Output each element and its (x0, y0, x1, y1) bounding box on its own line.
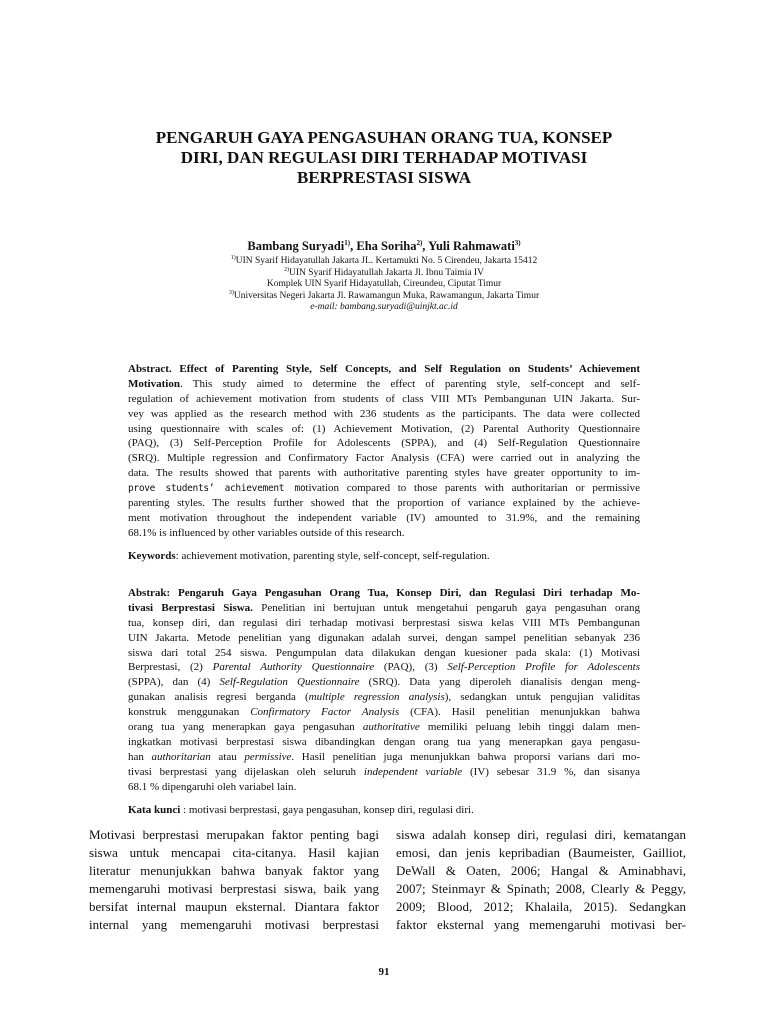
author-affil-mark: 2) (416, 239, 423, 247)
abstract-line: (SRQ). Multiple regression and Confirmatory Factor Analysis (CFA) were carried out in analyzing the (128, 452, 640, 465)
abstract-line (128, 601, 640, 616)
abstract-line: using questionnaire with scales of: (1) Achievement Motivation, (2) Parental Authority Questionnaire (128, 422, 640, 435)
affil-mark: 3) (228, 289, 234, 296)
abstract-italic: multiple regression analysis (308, 691, 445, 704)
abstract-line: regulation of achievement motivation from students of class VIII MTs Pembangunan UIN Jakarta. Sur- (128, 392, 640, 405)
abstract-line: Abstract. Effect of Parenting Style, Self Concepts, and Self Regulation on Students’ Achievement (128, 363, 640, 375)
page-number: 91 (378, 966, 390, 978)
abstract-italic: independent variable (363, 765, 463, 778)
abstract-text: (SRQ). Data yang diperoleh dianalisis dengan meng- (359, 676, 640, 689)
abstract-italic: Self-Perception Profile for Adolescents (447, 661, 640, 674)
affiliation-line (0, 256, 768, 268)
body-line: 2009; Blood, 2012; Khalaila, 2015). Sedangkan (396, 899, 686, 914)
body-line: memengaruhi motivasi berprestasi siswa, baik yang (89, 881, 379, 896)
email-line (0, 302, 768, 314)
abstract-english (128, 362, 640, 541)
abstract-italic: Parental Authority Questionnaire (212, 661, 375, 674)
abstract-text: (SPPA), dan (4) (128, 676, 220, 689)
body-line: bersifat internal maupun eksternal. Diantara faktor (89, 899, 379, 914)
body-column-right (396, 826, 686, 934)
affil-text: Universitas Negeri Jakarta Jl. Rawamangun Muka, Rawamangun, Jakarta Timur (233, 290, 540, 301)
abstract-text: atau (210, 750, 245, 763)
body-line: 2007; Steinmayr & Spinath; 2008, Clearly & Peggy, (396, 881, 686, 896)
kata-kunci-text: : motivasi berprestasi, gaya pengasuhan, konsep diri, regulasi diri. (180, 804, 474, 816)
abstract-text: . Hasil penelitian juga menunjukkan bahwa proporsi varians dari mo- (291, 750, 640, 763)
author-name: , Eha Soriha (350, 239, 417, 253)
kata-kunci (128, 803, 640, 818)
abstract-indonesian (128, 586, 640, 794)
body-line: siswa adalah konsep diri, regulasi diri, kematangan (396, 827, 686, 842)
author-affil-mark: 3) (514, 239, 521, 247)
abstract-text: tivasi berprestasi yang dijelaskan oleh seluruh (128, 765, 364, 778)
abstract-line: 68.1% is influenced by other variables outside of this research. (128, 526, 405, 539)
abstract-italic: permissive (244, 750, 292, 763)
abstract-text: orang tua yang menerapkan gaya pengasuhan (128, 721, 363, 734)
email-label: e-mail (310, 302, 335, 312)
abstract-italic: authoritarian (151, 750, 211, 763)
body-line: literatur menunjukkan bahwa banyak faktor yang (89, 863, 379, 878)
keywords-text: : achievement motivation, parenting style, self-concept, self-regulation. (175, 550, 490, 562)
abstract-text: gunakan analisis regresi berganda ( (128, 691, 309, 704)
abstract-line (128, 660, 640, 675)
title-line: PENGARUH GAYA PENGASUHAN ORANG TUA, KONSEP (155, 128, 613, 147)
abstract-line: vey was applied as the research method with 236 students as the participants. The data were collected (128, 407, 640, 420)
body-line: DeWall & Oaten, 2006; Hangal & Aminabhavi, (396, 863, 686, 878)
author-name: , Yuli Rahmawati (422, 239, 515, 253)
abstract-text: han (128, 750, 152, 763)
abstract-line (128, 377, 640, 392)
abstract-bold: Motivation (128, 377, 180, 390)
abstract-text: tivation compared to those parents with authoritarian or permissive (305, 482, 640, 495)
body-line: faktor eksternal yang memengaruhi motivasi ber- (396, 917, 686, 932)
author-list (0, 238, 768, 254)
body-line: internal yang memengaruhi motivasi berprestasi (89, 917, 379, 932)
title-line: DIRI, DAN REGULASI DIRI TERHADAP MOTIVASI (180, 148, 588, 167)
abstract-line: ingkatkan motivasi berprestasi siswa dibandingkan dengan orang tua yang menerapkan gaya pengasu- (128, 735, 640, 748)
abstract-line: tua, konsep diri, dan regulasi diri terhadap motivasi berprestasi siswa kelas VIII MTs Pembangunan (128, 616, 640, 629)
title-line: BERPRESTASI SISWA (296, 168, 471, 187)
abstract-italic: Confirmatory Factor Analysis (250, 706, 400, 719)
affiliations (0, 256, 768, 314)
kata-kunci-label: Kata kunci (128, 804, 181, 816)
abstract-text: (IV) sebesar 31.9 %, dan sisanya (462, 765, 641, 778)
body-line: siswa untuk mencapai cita-citanya. Hasil kajian (89, 845, 379, 860)
affil-mark: 1) (230, 255, 236, 261)
abstract-line (128, 750, 640, 765)
affiliation-line: Komplek UIN Syarif Hidayatullah, Cireundeu, Ciputat Timur (266, 279, 502, 289)
author-affil-mark: 1) (344, 239, 351, 247)
abstract-line: UIN Jakarta. Metode penelitian yang digunakan adalah survei, dengan sampel penelitian sebanyak 236 (128, 631, 640, 644)
abstract-text: Penelitian ini bertujuan untuk mengetahui pengaruh gaya pengasuhan orang (252, 601, 640, 614)
article-title (100, 128, 668, 188)
abstract-text: konstruk menggunakan (128, 706, 251, 719)
keywords-line (128, 549, 640, 564)
abstract-text: (CFA). Hasil penelitian menunjukkan bahwa (399, 706, 640, 719)
abstract-line: 68.1 % dipengaruhi oleh variabel lain. (128, 780, 297, 793)
abstract-bold: tivasi Berprestasi Siswa. (128, 601, 253, 614)
abstract-line: ment motivation throughout the independent variable (IV) amounted to 31.9%, and the remaining (128, 511, 640, 524)
body-line: Motivasi berprestasi merupakan faktor penting bagi (89, 827, 379, 842)
affil-mark: 2) (284, 266, 290, 273)
body-column-left (89, 826, 379, 934)
author-name: Bambang Suryadi (247, 239, 345, 253)
abstract-line (128, 765, 640, 780)
abstract-line (128, 675, 640, 690)
affil-text: UIN Syarif Hidayatullah Jakarta JL. Kertamukti No. 5 Cirendeu, Jakarta 15412 (235, 256, 538, 266)
abstract-line (128, 690, 640, 705)
abstract-line: parenting styles. The results further showed that the proportion of variance explained by the achieve- (128, 497, 640, 510)
affiliation-line (0, 268, 768, 280)
abstract-text: (PAQ), (3) (374, 661, 448, 674)
affil-text: UIN Syarif Hidayatullah Jakarta Jl. Ibnu Taimia IV (289, 267, 484, 278)
affiliation-line (0, 291, 768, 303)
abstract-italic: Self-Regulation Questionnaire (219, 676, 360, 689)
abstract-line: siswa dari total 254 siswa. Pengumpulan data dilakukan dengan kuesioner pada skala: (1) Motivasi (128, 646, 640, 659)
abstract-italic: authoritative (362, 721, 420, 734)
abstract-text: memiliki peluang lebih tinggi dalam men- (419, 721, 641, 734)
abstract-line: Abstrak: Pengaruh Gaya Pengasuhan Orang Tua, Konsep Diri, dan Regulasi Diri terhadap Mo- (128, 587, 640, 599)
keywords (128, 549, 640, 564)
kata-kunci-line (128, 803, 640, 818)
abstract-line (128, 705, 640, 720)
abstract-text: Berprestasi, (2) (128, 661, 213, 674)
body-line: emosi, dan jenis kepribadian (Baumeister, Gailliot, (396, 845, 686, 860)
abstract-line: (PAQ), (3) Self-Perception Profile for Adolescents (SPPA), and (4) Self-Regulation Questionnaire (128, 437, 640, 450)
abstract-line (128, 481, 640, 496)
keywords-label: Keywords (128, 550, 176, 562)
abstract-line (128, 720, 640, 735)
abstract-mono-text: prove students’ achievement mo (128, 483, 306, 495)
email-address[interactable]: : bambang.suryadi@uinjkt.ac.id (334, 302, 458, 312)
abstract-text: ), sedangkan untuk pengujian validitas (444, 691, 641, 704)
abstract-text: . This study aimed to determine the effect of parenting style, self-concept and self- (179, 377, 640, 390)
abstract-line: data. The results showed that parents with authoritative parenting styles have greater opportunity to im- (128, 467, 640, 480)
